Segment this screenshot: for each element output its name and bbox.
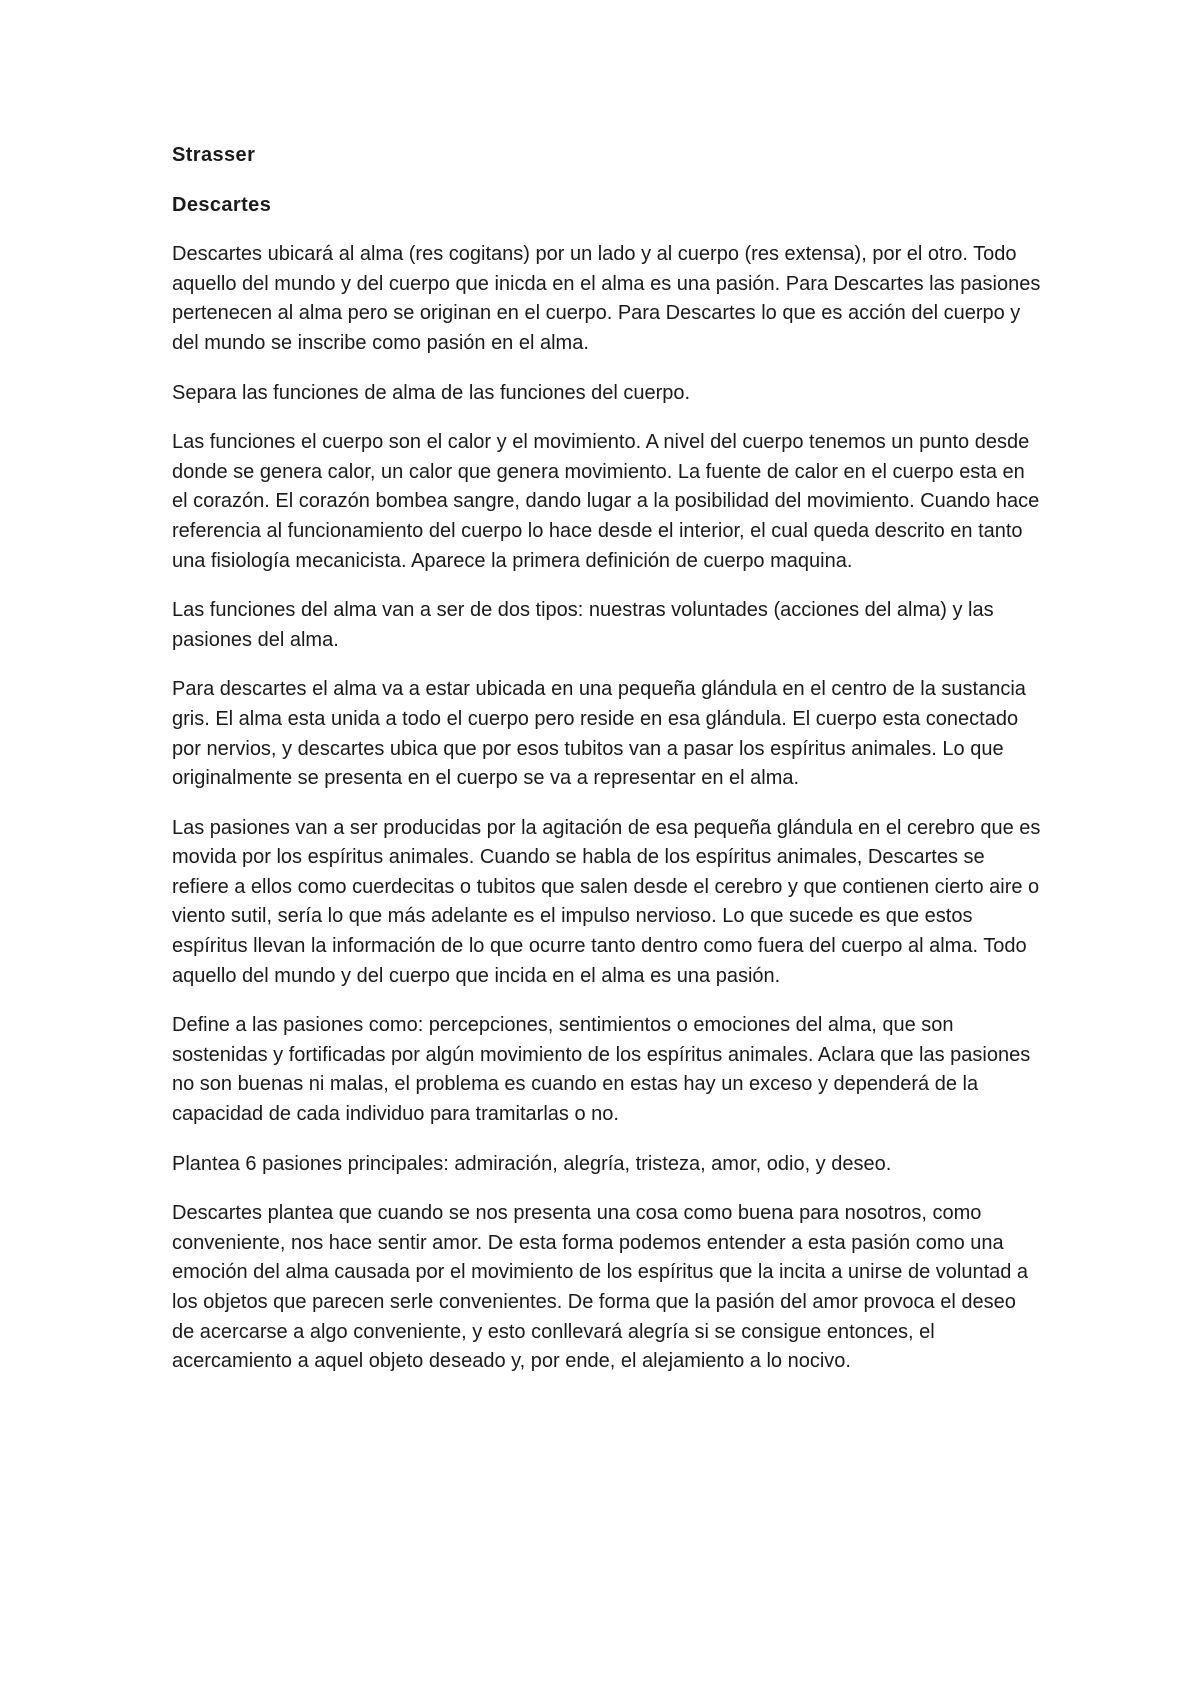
section-heading: Descartes [172, 193, 272, 216]
paragraph-glandula: Para descartes el alma va a estar ubicada en una pequeña glándula en el centro de la sustancia gris. El alma esta unida a todo el cuerpo pero reside en esa glándula. El cuerpo esta conectado por nervios, y descartes ubica que por esos tubitos van a pasar los espíritus animales. Lo que originalmente se presenta en el cuerpo se va a representar en el alma. [172, 678, 1026, 790]
paragraph-funciones-cuerpo: Las funciones el cuerpo son el calor y el movimiento. A nivel del cuerpo tenemos un punto desde donde se genera calor, un calor que genera movimiento. La fuente de calor en el cuerpo esta en el corazón. El corazón bombea sangre, dando lugar a la posibilidad del movimiento. Cuando hace referencia al funcionamiento del cuerpo lo hace desde el interior, el cual queda descrito en tanto una fisiología mecanicista. Aparece la primera definición de cuerpo maquina. [172, 431, 1040, 572]
paragraph-amor: Descartes plantea que cuando se nos presenta una cosa como buena para nosotros, como conveniente, nos hace sentir amor. De esta forma podemos entender a esta pasión como una emoción del alma causada por el movimiento de los espíritus que la incita a unirse de voluntad a los objetos que parecen serle convenientes. De forma que la pasión del amor provoca el deseo de acercarse a algo conveniente, y esto conllevará alegría si se consigue entonces, el acercamiento a aquel objeto deseado y, por ende, el alejamiento a lo nocivo. [172, 1202, 1029, 1373]
paragraph-separa-funciones: Separa las funciones de alma de las funciones del cuerpo. [172, 381, 691, 404]
paragraph-funciones-alma: Las funciones del alma van a ser de dos tipos: nuestras voluntades (acciones del alma) y las pasiones del alma. [172, 599, 994, 651]
paragraph-definicion-pasiones: Define a las pasiones como: percepciones, sentimientos o emociones del alma, que son sostenidas y fortificadas por algún movimiento de los espíritus animales. Aclara que las pasiones no son buenas ni malas, el problema es cuando en estas hay un exceso y dependerá de la capacidad de cada individuo para tramitarlas o no. [172, 1014, 1031, 1126]
author-heading: Strasser [172, 144, 256, 166]
paragraph-espiritus-animales: Las pasiones van a ser producidas por la agitación de esa pequeña glándula en el cerebro que es movida por los espíritus animales. Cuando se habla de los espíritus animales, Descartes se refiere a ellos como cuerdecitas o tubitos que salen desde el cerebro y que contienen cierto aire o viento sutil, sería lo que más adelante es el impulso nervioso. Lo que sucede es que estos espíritus llevan la información de lo que ocurre tanto dentro como fuera del cuerpo al alma. Todo aquello del mundo y del cuerpo que incida en el alma es una pasión. [172, 816, 1041, 987]
document-body [172, 141, 1042, 1397]
paragraph-seis-pasiones: Plantea 6 pasiones principales: admiración, alegría, tristeza, amor, odio, y deseo. [172, 1152, 892, 1175]
paragraph-alma-cuerpo: Descartes ubicará al alma (res cogitans) por un lado y al cuerpo (res extensa), por el otro. Todo aquello del mundo y del cuerpo que inicda en el alma es una pasión. Para Descartes las pasiones pertenecen al alma pero se originan en el cuerpo. Para Descartes lo que es acción del cuerpo y del mundo se inscribe como pasión en el alma. [172, 243, 1041, 354]
